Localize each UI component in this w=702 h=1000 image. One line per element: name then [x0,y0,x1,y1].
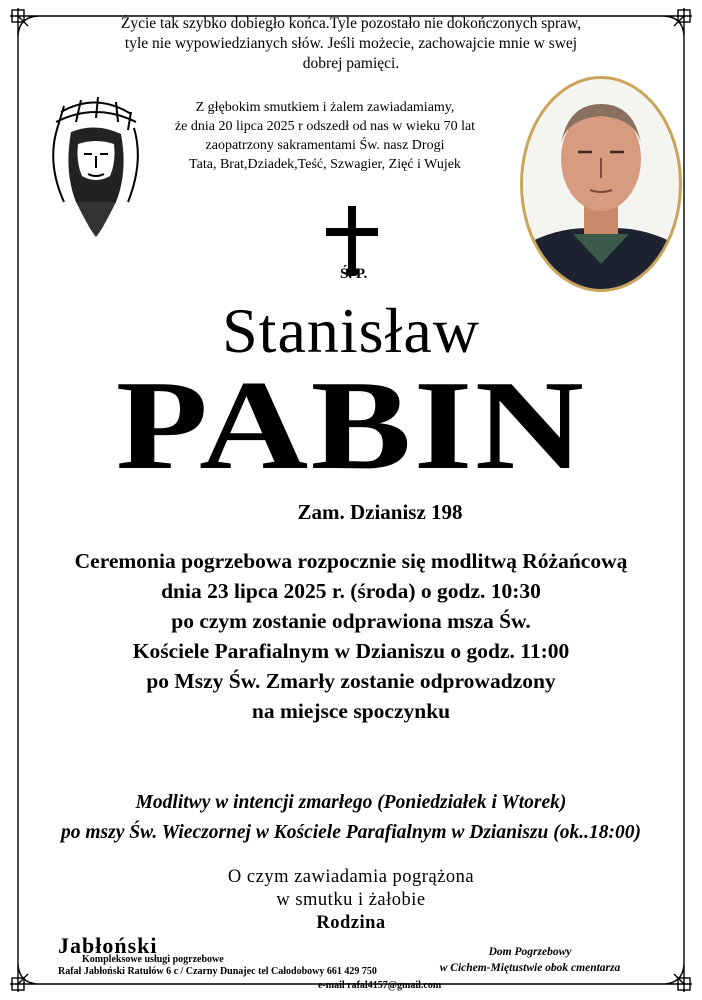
closing-line: O czym zawiadamia pogrążona [227,867,475,887]
deceased-photo [518,74,684,294]
death-announcement [140,98,510,174]
funeral-home-location [430,944,630,976]
closing-note [0,866,702,935]
ceremony-details [0,546,702,726]
poem-line: tyle nie wypowiedzianych słów. Jeśli możecie, zachowajcie mnie w swej [124,35,578,52]
deceased-surname: PABIN [115,354,587,496]
funeral-home-logo: Jabłoński [58,933,158,958]
prayer-line: po mszy Św. Wieczornej w Kościele Parafialnym w Dzianiszu (ok..18:00) [61,822,641,843]
logo-subtitle: Kompleksowe usługi pogrzebowe [82,954,224,965]
ceremony-line: Ceremonia pogrzebowa rozpocznie się modlitwą Różańcową [74,549,628,573]
family-signature: Rodzina [316,913,386,933]
announcement-line: że dnia 20 lipca 2025 r odszedł od nas w wieku 70 lat [174,119,476,134]
poem-line: dobrej pamięci. [302,55,400,72]
ceremony-line: po czym zostanie odprawiona msza Św. [171,609,531,633]
ceremony-line: na miejsce spoczynku [251,699,451,723]
ceremony-line: po Mszy Św. Zmarły zostanie odprowadzony [146,669,556,693]
prayer-schedule [0,788,702,848]
home-line: Dom Pogrzebowy [488,946,572,958]
ceremony-line: dnia 23 lipca 2025 r. (środa) o godz. 10:30 [161,579,541,603]
christ-portrait-drawing [36,92,156,237]
deceased-first-name: Stanisław [222,295,480,366]
ceremony-line: Kościele Parafialnym w Dzianiszu o godz. 11:00 [132,639,570,663]
announcement-line: zaopatrzony sakramentami Św. nasz Drogi [205,138,445,153]
sp-label: Ś. P. [340,266,368,282]
closing-line: w smutku i żałobie [276,890,426,910]
home-line: w Cichem-Miętustwie obok cmentarza [439,962,621,974]
prayer-line: Modlitwy w intencji zmarłego (Poniedziałek i Wtorek) [135,792,567,813]
poem-line: Życie tak szybko dobiegło końca.Tyle pozostało nie dokończonych spraw, [120,15,582,32]
company-contact: Rafał Jabłoński Ratułów 6 c / Czarny Dunajec tel Całodobowy 661 429 750 [58,966,377,977]
announcement-line: Tata, Brat,Dziadek,Teść, Szwagier, Zięć i Wujek [189,157,461,172]
announcement-line: Z głębokim smutkiem i żalem zawiadamiamy, [195,100,455,115]
residence-address: Zam. Dzianisz 198 [297,500,463,524]
company-email: e-mail rafal4157@gmail.com [318,980,442,991]
memorial-poem [60,14,642,74]
